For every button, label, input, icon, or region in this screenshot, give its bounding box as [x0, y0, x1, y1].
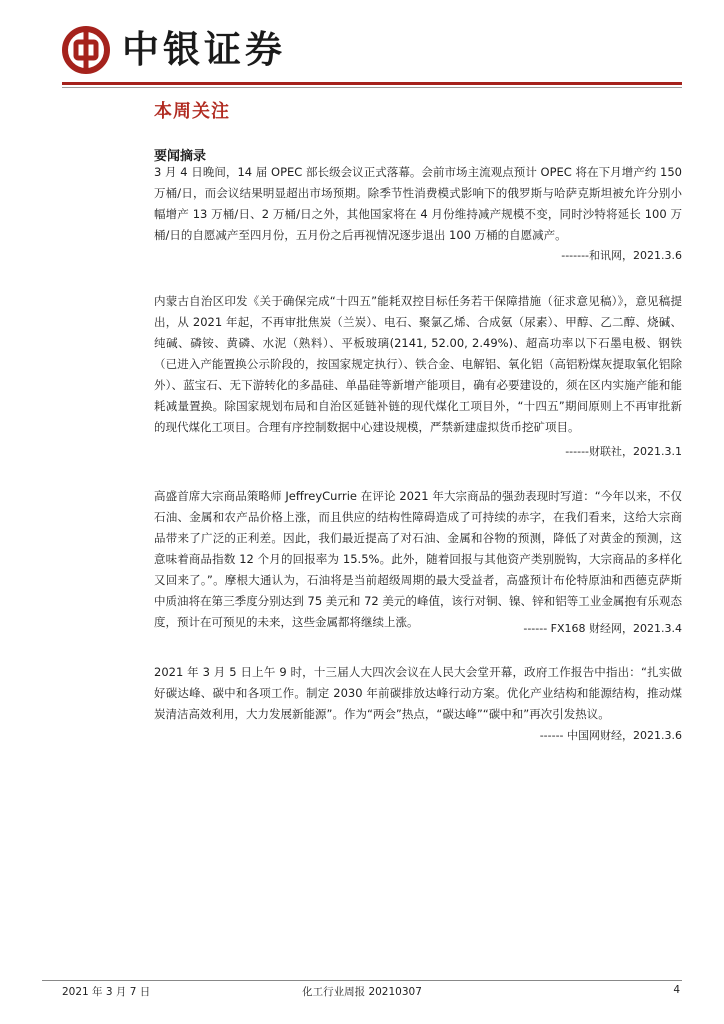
news-item-source: ------ 中国网财经，2021.3.6	[539, 729, 682, 742]
header-divider-thin	[62, 87, 682, 88]
news-item-text: 高盛首席大宗商品策略师 JeffreyCurrie 在评论 2021 年大宗商品的强劲表现时写道：“今年以来，不仅石油、金属和农产品价格上涨，而且供应的结构性障碍造成了可持续的赤字，在我们看来，这给大宗商品带来了广泛的正利差。因此，我们最近提高了对石油、金属和谷物的预测，降低了对黄金的预测，这意味着商品指数 12 个月的回报率为 15.5%。此外，随着回报与其他资产类别脱钩，大宗商品的多样化又回来了。”。摩根大通认为，石油将是当前超级周期的最大受益者，高盛预计布伦特原油和西德克萨斯中质油将在第三季度分别达到 75 美元和 72 美元的峰值，该行对铜、镍、锌和铝等工业金属抱有乐观态度，预计在可预见的未来，这些金属都将继续上涨。	[154, 489, 682, 629]
news-item-text: 内蒙古自治区印发《关于确保完成“十四五”能耗双控目标任务若干保障措施（征求意见稿）》，意见稿提出，从 2021 年起，不再审批焦炭（兰炭）、电石、聚氯乙烯、合成氨（尿素）、甲醇、乙二醇、烧碱、纯碱、磷铵、黄磷、水泥（熟料）、平板玻璃(2141, 52.00, 2.49%)、超高功率以下石墨电极、钢铁（已进入产能置换公示阶段的，按国家规定执行）、铁合金、电解铝、氧化铝（高铝粉煤灰提取氧化铝除外）、蓝宝石、无下游转化的多晶硅、单晶硅等新增产能项目，确有必要建设的，须在区内实施产能和能耗减量置换。除国家规划布局和自治区延链补链的现代煤化工项目外，“十四五”期间原则上不再审批新的现代煤化工项目。合理有序控制数据中心建设规模，严禁新建虚拟货币挖矿项目。	[154, 294, 682, 434]
section-title: 本周关注	[154, 101, 230, 122]
subsection-title: 要闻摘录	[154, 149, 207, 164]
page-number: 4	[673, 984, 680, 996]
bank-of-china-logo-icon	[62, 26, 110, 74]
news-item-source: ------财联社，2021.3.1	[565, 445, 682, 458]
news-item-text: 3 月 4 日晚间，14 届 OPEC 部长级会议正式落幕。会前市场主流观点预计 OPEC 将在下月增产约 150 万桶/日，而会议结果明显超出市场预期。除季节性消费模式影响下的俄罗斯与哈萨克斯坦被允许分别小幅增产 13 万桶/日、2 万桶/日之外，其他国家将在 4 月份维持减产规模不变，同时沙特将延长 100 万桶/日的自愿减产至四月份，五月份之后再视情况逐步退出 100 万桶的自愿减产。	[154, 165, 682, 242]
news-item-source: ------ FX168 财经网，2021.3.4	[523, 622, 682, 635]
footer-date: 2021 年 3 月 7 日	[62, 986, 151, 998]
header-divider	[62, 82, 682, 85]
news-item-text: 2021 年 3 月 5 日上午 9 时，十三届人大四次会议在人民大会堂开幕，政府工作报告中指出：“扎实做好碳达峰、碳中和各项工作。制定 2030 年前碳排放达峰行动方案。优化产业结构和能源结构，推动煤炭清洁高效利用，大力发展新能源”。作为“两会”热点，“碳达峰”“碳中和”再次引发热议。	[154, 665, 682, 721]
footer-report-title: 化工行业周报 20210307	[302, 986, 422, 998]
news-item-source: -------和讯网，2021.3.6	[561, 249, 682, 262]
brand-name: 中银证券	[122, 27, 286, 71]
footer-divider	[42, 980, 682, 981]
page-header	[62, 20, 682, 82]
